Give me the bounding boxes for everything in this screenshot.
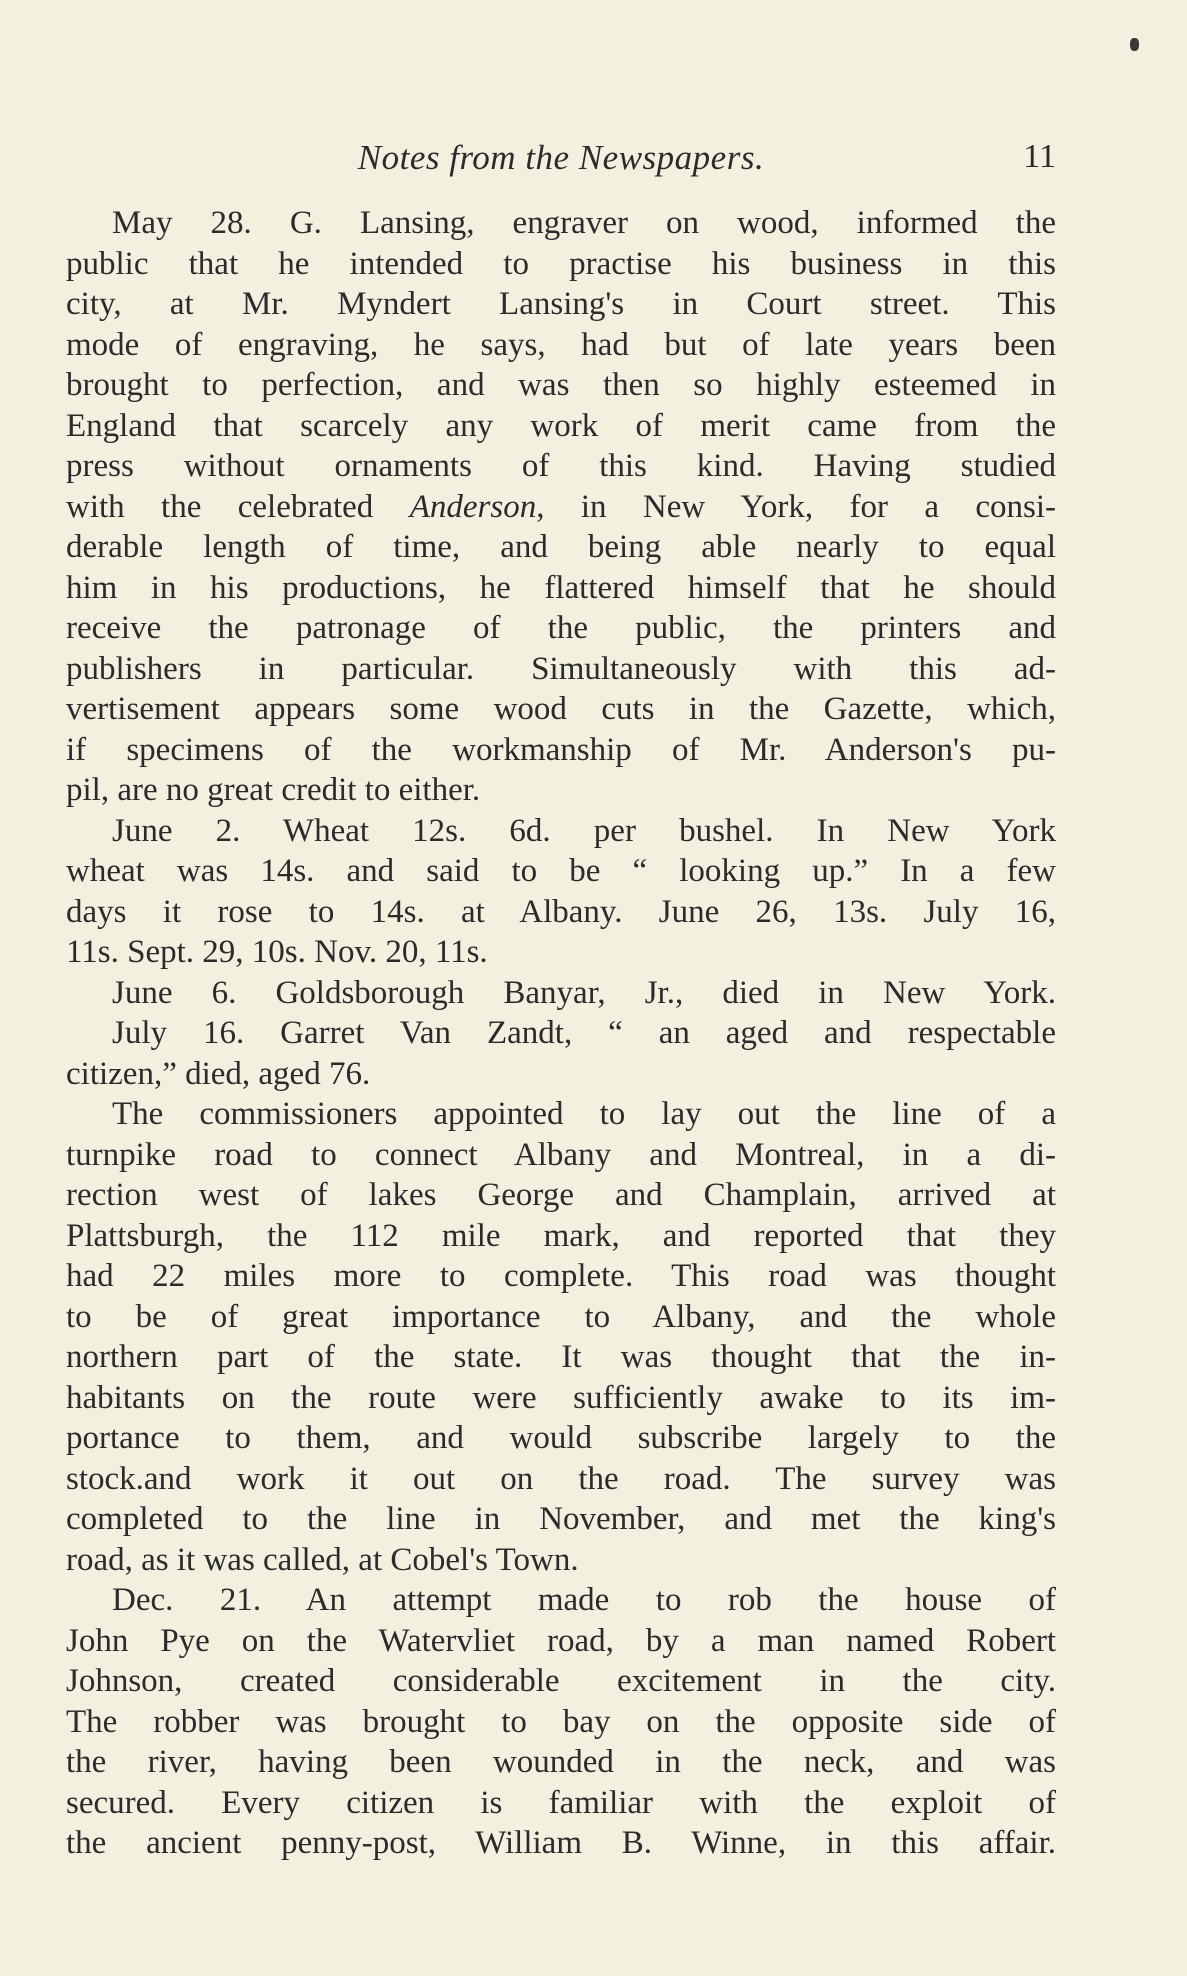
text-line: June 2. Wheat 12s. 6d. per bushel. In New York: [112, 812, 1056, 849]
body-text: [66, 203, 1056, 1864]
text-line: May 28. G. Lansing, engraver on wood, informed the: [112, 205, 1056, 241]
text-line: press without ornaments of this kind. Having studied: [66, 448, 1056, 484]
text-line: the ancient penny-post, William B. Winne, in this affair.: [66, 1825, 1056, 1861]
text-line: John Pye on the Watervliet road, by a man named Robert: [66, 1622, 1056, 1659]
text-line: The commissioners appointed to lay out the line of a: [112, 1096, 1056, 1132]
running-title: Notes from the Newspapers.: [357, 138, 765, 177]
text-line: rection west of lakes George and Champlain, arrived at: [66, 1177, 1056, 1213]
text-line: portance to them, and would subscribe largely to the: [66, 1420, 1056, 1456]
text-line: road, as it was called, at Cobel's Town.: [66, 1541, 579, 1578]
text-line: receive the patronage of the public, the printers and: [66, 610, 1056, 646]
text-line: to be of great importance to Albany, and the whole: [66, 1298, 1056, 1335]
text-line: completed to the line in November, and met the king's: [66, 1501, 1056, 1537]
ink-spot: [1130, 38, 1139, 51]
text-line: public that he intended to practise his business in this: [66, 245, 1056, 282]
text-line: citizen,” died, aged 76.: [66, 1055, 371, 1092]
text-line: pil, are no great credit to either.: [66, 772, 481, 808]
text-line: [66, 487, 1056, 528]
text-line: Johnson, created considerable excitement in the city.: [66, 1663, 1056, 1699]
text-line: June 6. Goldsborough Banyar, Jr., died in New York.: [112, 974, 1056, 1011]
text-line: northern part of the state. It was thought that the in-: [66, 1339, 1056, 1375]
text-line: city, at Mr. Myndert Lansing's in Court street. This: [66, 286, 1056, 322]
text-line: The robber was brought to bay on the opposite side of: [66, 1703, 1056, 1740]
text-line: 11s. Sept. 29, 10s. Nov. 20, 11s.: [66, 934, 488, 970]
text-line: him in his productions, he flattered himself that he should: [66, 569, 1056, 606]
text-line: wheat was 14s. and said to be “ looking up.” In a few: [66, 853, 1056, 889]
text-segment: with the celebrated: [66, 488, 374, 525]
text-line: vertisement appears some wood cuts in the Gazette, which,: [66, 691, 1056, 727]
text-line: secured. Every citizen is familiar with the exploit of: [66, 1784, 1056, 1821]
page-header: [66, 138, 1056, 182]
text-line: England that scarcely any work of merit came from the: [66, 407, 1056, 444]
text-line: if specimens of the workmanship of Mr. Anderson's pu-: [66, 731, 1056, 768]
text-line: stock.and work it out on the road. The survey was: [66, 1460, 1056, 1497]
text-line: turnpike road to connect Albany and Montreal, in a di-: [66, 1136, 1056, 1173]
text-line: habitants on the route were sufficiently awake to its im-: [66, 1379, 1056, 1416]
text-line: the river, having been wounded in the neck, and was: [66, 1744, 1056, 1780]
text-line: mode of engraving, he says, had but of late years been: [66, 326, 1056, 363]
text-line: had 22 miles more to complete. This road was thought: [66, 1258, 1056, 1294]
text-line: brought to perfection, and was then so highly esteemed in: [66, 367, 1056, 403]
text-line: July 16. Garret Van Zandt, “ an aged and respectable: [112, 1015, 1056, 1051]
text-line: days it rose to 14s. at Albany. June 26, 13s. July 16,: [66, 893, 1056, 930]
text-line: derable length of time, and being able nearly to equal: [66, 529, 1056, 565]
text-line: Dec. 21. An attempt made to rob the house of: [112, 1582, 1056, 1618]
text-line: Plattsburgh, the 112 mile mark, and reported that they: [66, 1217, 1056, 1254]
text-line: publishers in particular. Simultaneously with this ad-: [66, 650, 1056, 687]
text-segment: , in New York, for a consi-: [536, 488, 1057, 525]
italic-name: Anderson: [409, 488, 537, 525]
page-number: 11: [1023, 138, 1056, 175]
